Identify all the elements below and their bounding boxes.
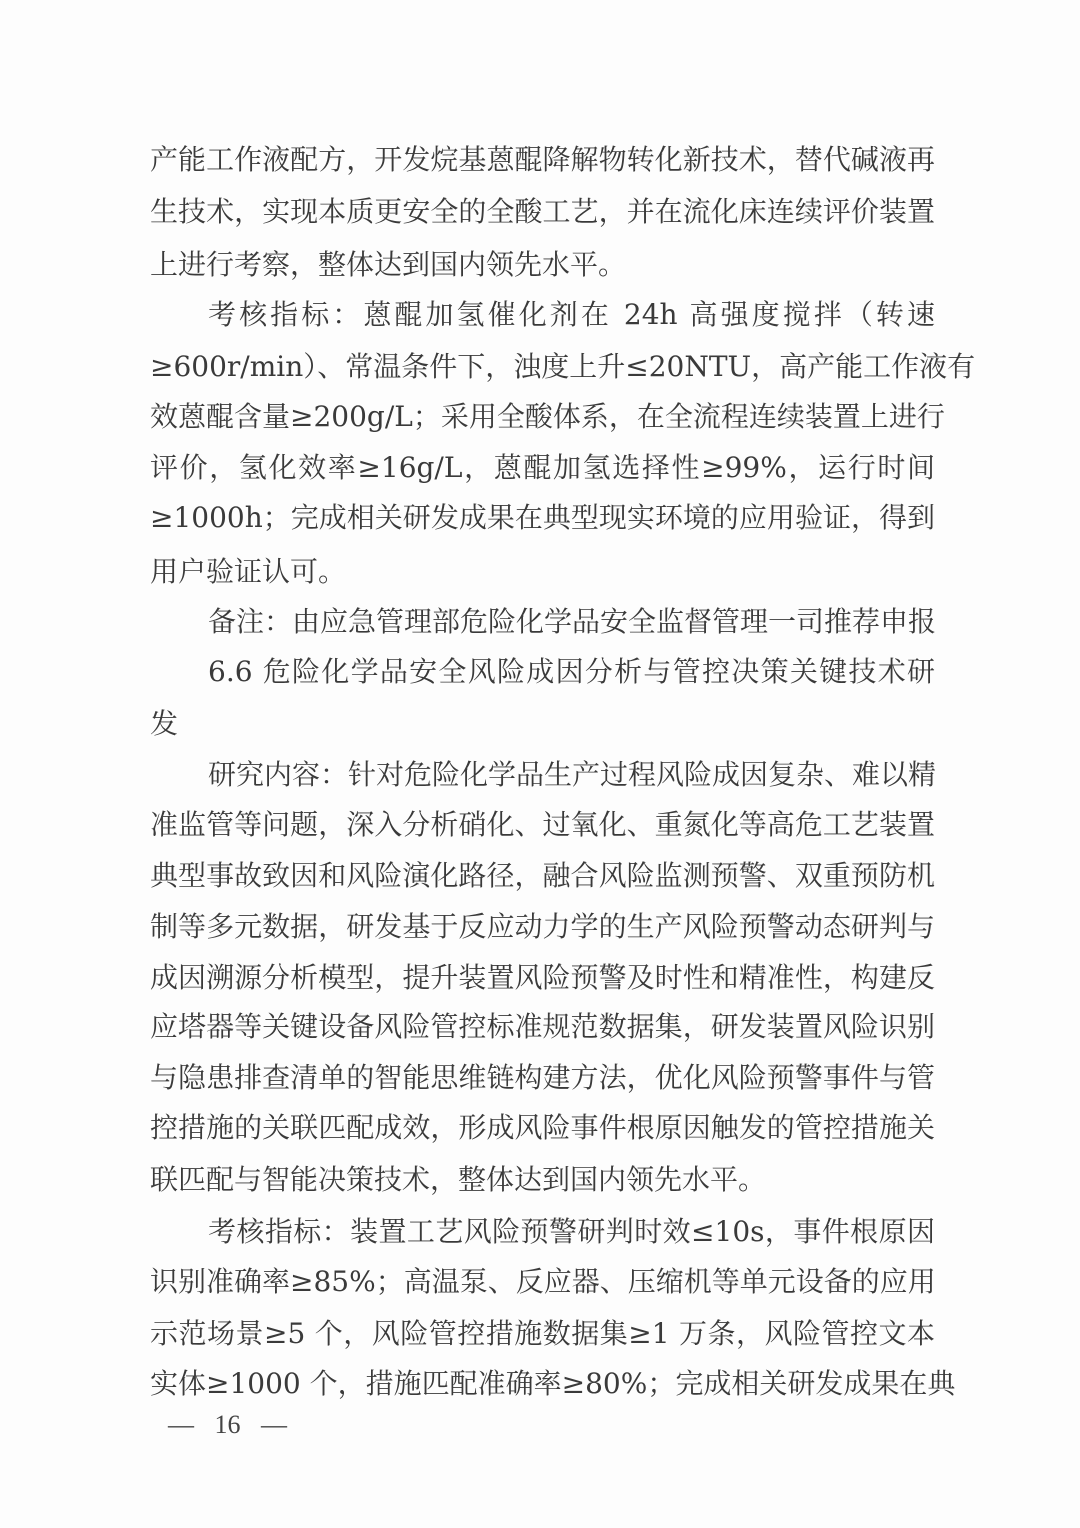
text-line: 与隐患排查清单的智能思维链构建方法，优化风险预警事件与管 <box>150 1061 935 1094</box>
text-line: 用户验证认可。 <box>150 555 347 588</box>
text-line: 控措施的关联匹配成效，形成风险事件根原因触发的管控措施关 <box>150 1111 935 1144</box>
text-line: 联匹配与智能决策技术，整体达到国内领先水平。 <box>150 1163 767 1196</box>
text-line: 产能工作液配方，开发烷基蒽醌降解物转化新技术，替代碱液再 <box>150 143 935 176</box>
text-line: 上进行考察，整体达到国内领先水平。 <box>150 248 627 281</box>
text-line: ≥600r/min）、常温条件下，浊度上升≤20NTU，高产能工作液有 <box>150 350 976 383</box>
text-line: 考核指标：装置工艺风险预警研判时效≤10s，事件根原因 <box>208 1215 935 1248</box>
text-line: 准监管等问题，深入分析硝化、过氧化、重氮化等高危工艺装置 <box>150 808 935 841</box>
text-line: 实体≥1000 个，措施匹配准确率≥80%；完成相关研发成果在典 <box>150 1367 956 1400</box>
text-line: 识别准确率≥85%；高温泵、反应器、压缩机等单元设备的应用 <box>150 1265 936 1298</box>
section-heading: 6.6 危险化学品安全风险成因分析与管控决策关键技术研 <box>208 655 935 688</box>
text-line: 考核指标：蒽醌加氢催化剂在 24h 高强度搅拌（转速 <box>208 298 935 331</box>
text-line: 典型事故致因和风险演化路径，融合风险监测预警、双重预防机 <box>150 859 935 892</box>
text-line: 制等多元数据，研发基于反应动力学的生产风险预警动态研判与 <box>150 910 935 943</box>
text-line: 生技术，实现本质更安全的全酸工艺，并在流化床连续评价装置 <box>150 195 935 228</box>
section-heading: 发 <box>150 707 179 740</box>
text-line: 评价，氢化效率≥16g/L，蒽醌加氢选择性≥99%，运行时间 <box>150 451 935 484</box>
note-line: 备注：由应急管理部危险化学品安全监督管理一司推荐申报 <box>208 605 937 638</box>
text-line: 应塔器等关键设备风险管控标准规范数据集，研发装置风险识别 <box>150 1010 935 1043</box>
text-line: 示范场景≥5 个，风险管控措施数据集≥1 万条，风险管控文本 <box>150 1317 935 1350</box>
page-number: — 16 — <box>168 1410 287 1439</box>
text-line: 成因溯源分析模型，提升装置风险预警及时性和精准性，构建反 <box>150 961 935 994</box>
text-line: ≥1000h；完成相关研发成果在典型现实环境的应用验证，得到 <box>150 501 935 534</box>
text-line: 研究内容：针对危险化学品生产过程风险成因复杂、难以精 <box>208 758 937 791</box>
text-line: 效蒽醌含量≥200g/L；采用全酸体系，在全流程连续装置上进行 <box>150 400 945 433</box>
